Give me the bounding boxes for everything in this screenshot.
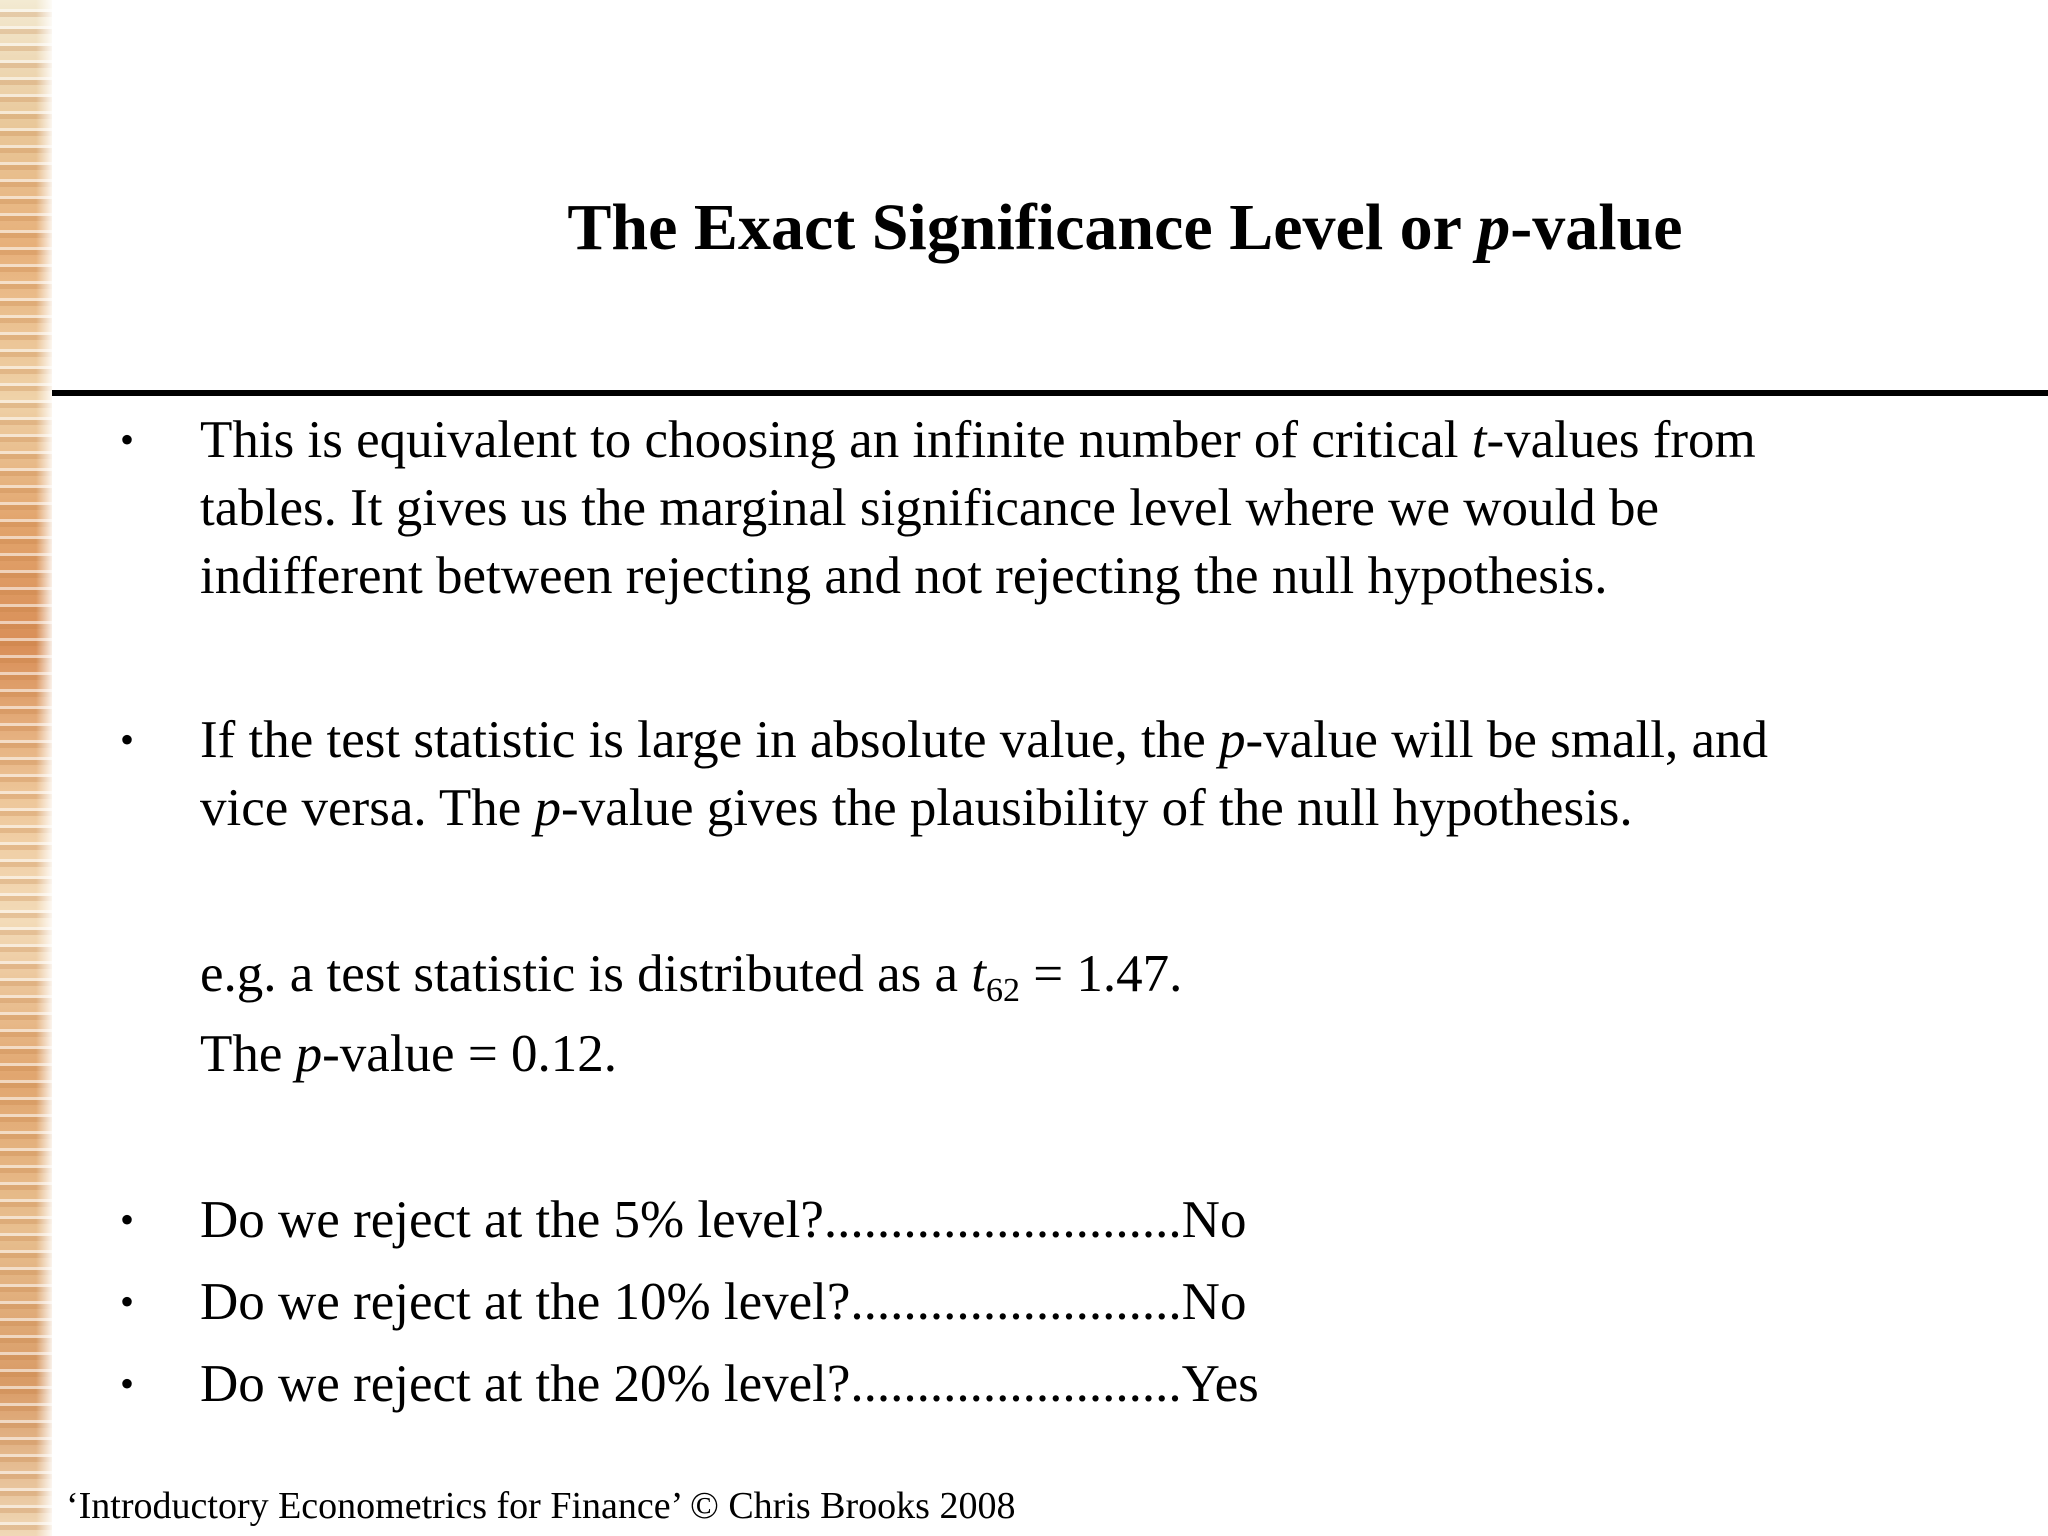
bullet-2-line-1: [200, 706, 2020, 774]
question-2: [200, 1268, 2020, 1336]
bullet-1-line-3: indifferent between rejecting and not rejecting the null hypothesis.: [200, 547, 1608, 605]
question-3-answer: Yes: [1181, 1355, 1259, 1413]
bullet-2-line-2: [200, 774, 2020, 842]
example-line-1-c: = 1.47.: [1020, 945, 1183, 1003]
example-line-1-a: e.g. a test statistic is distributed as a: [200, 945, 972, 1003]
bullet-1-line-1: [200, 406, 2020, 474]
bullet-2-line-1-p: p: [1219, 711, 1246, 769]
example-line-1: [200, 940, 1182, 1008]
decorative-side-strip: [0, 0, 52, 1536]
question-2-answer: No: [1181, 1273, 1247, 1331]
bullet-text-2: [200, 706, 2020, 842]
bullet-text-1: [200, 406, 2020, 610]
question-1-answer: No: [1181, 1191, 1247, 1249]
bullet-2-line-2-p: p: [534, 779, 562, 837]
title-divider: [52, 390, 2048, 396]
bullet-2-line-1-c: -value will be small, and: [1245, 711, 1769, 769]
bullet-1-line-1-c: -values from: [1486, 411, 1756, 469]
bullet-marker: •: [120, 717, 135, 762]
question-1: [200, 1186, 2020, 1254]
example-line-2: [200, 1020, 617, 1088]
question-1-text: Do we reject at the 5% level?...........................: [200, 1191, 1182, 1249]
slide-title: [52, 188, 2048, 268]
bullet-marker: •: [120, 1197, 135, 1242]
question-3: [200, 1350, 2020, 1418]
bullet-1-line-1-t: t: [1471, 411, 1487, 469]
title-text-part3: -value: [1510, 191, 1683, 264]
example-p: p: [295, 1025, 323, 1083]
example-t-subscript: 62: [986, 972, 1021, 1009]
example-t: t: [971, 945, 987, 1003]
title-text-p: p: [1477, 191, 1511, 264]
example-line-2-a: The: [200, 1025, 296, 1083]
footer-copyright: ‘Introductory Econometrics for Finance’ © Chris Brooks 2008: [66, 1485, 1016, 1527]
bullet-2-line-2-a: vice versa. The: [200, 779, 535, 837]
example-line-2-c: -value = 0.12.: [322, 1025, 617, 1083]
bullet-2-line-2-c: -value gives the plausibility of the null hypothesis.: [561, 779, 1633, 837]
bullet-marker: •: [120, 1279, 135, 1324]
title-text-part1: The Exact Significance Level or: [567, 191, 1478, 264]
bullet-marker: •: [120, 1361, 135, 1406]
bullet-2-line-1-a: If the test statistic is large in absolute value, the: [200, 711, 1220, 769]
bullet-1-line-1-a: This is equivalent to choosing an infinite number of critical: [200, 411, 1472, 469]
question-3-text: Do we reject at the 20% level?.........................: [200, 1355, 1182, 1413]
question-2-text: Do we reject at the 10% level?.........................: [200, 1273, 1182, 1331]
bullet-1-line-2: tables. It gives us the marginal significance level where we would be: [200, 479, 1660, 537]
bullet-marker: •: [120, 417, 135, 462]
